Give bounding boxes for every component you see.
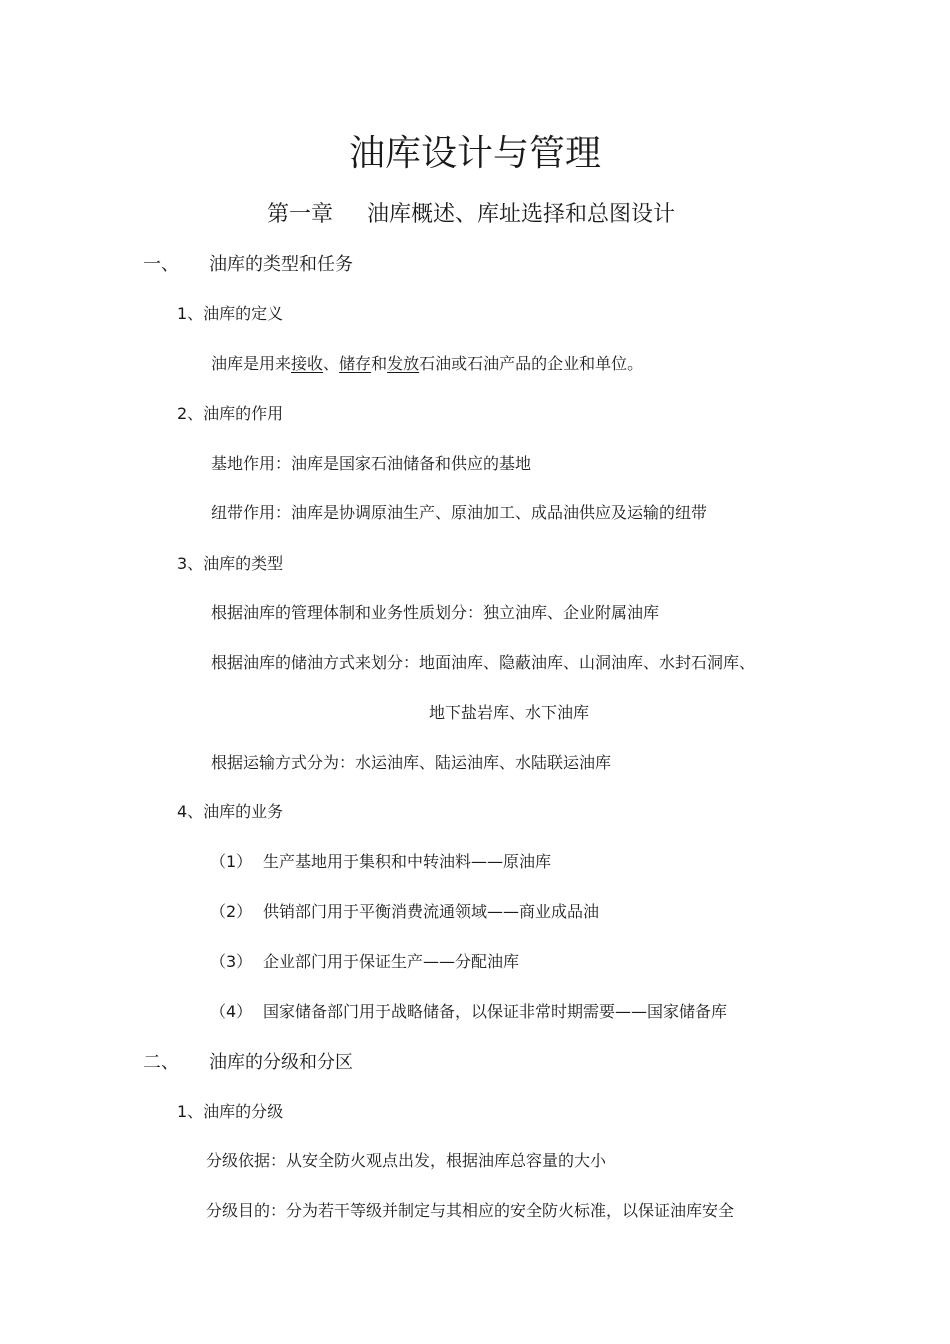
item-marker: （2） [210,902,253,921]
chapter-heading [267,200,675,230]
business-item [210,851,551,873]
subheading-function: 2、油库的作用 [177,404,284,423]
function-link-text: 纽带作用：油库是协调原油生产、原油加工、成品油供应及运输的纽带 [211,503,708,522]
item-marker: （4） [210,1002,253,1021]
grading-purpose-text: 分级目的：分为若干等级并制定与其相应的安全防火标准，以保证油库安全 [206,1201,735,1220]
chapter-number: 第一章 [267,202,334,227]
definition-text [211,353,643,375]
subheading-definition: 1、油库的定义 [177,304,284,323]
item-marker: （1） [210,852,253,871]
section-title: 油库的类型和任务 [209,254,353,275]
business-item [210,901,599,923]
item-text: 企业部门用于保证生产——分配油库 [263,952,520,971]
type-storage-text-cont: 地下盐岩库、水下油库 [429,703,590,722]
function-base-text: 基地作用：油库是国家石油储备和供应的基地 [211,454,532,473]
underlined-term: 储存 [339,354,372,373]
business-item [210,1001,727,1023]
underlined-term: 发放 [387,354,420,373]
section-number: 二、 [143,1052,179,1073]
text-run: 油库是用来 [211,354,292,373]
business-item [210,951,519,973]
underlined-term: 接收 [291,354,324,373]
section-title: 油库的分级和分区 [209,1052,353,1073]
item-text: 生产基地用于集积和中转油料——原油库 [263,852,552,871]
type-transport-text: 根据运输方式分为：水运油库、陆运油库、水陆联运油库 [211,753,612,772]
type-storage-text: 根据油库的储油方式来划分：地面油库、隐蔽油库、山洞油库、水封石洞库、 [211,653,756,672]
document-title: 油库设计与管理 [348,133,601,174]
text-run: 石油或石油产品的企业和单位。 [419,354,644,373]
text-run: 和 [371,354,388,373]
subheading-business: 4、油库的业务 [177,802,284,821]
section-heading-2 [143,1050,353,1076]
section-number: 一、 [143,254,179,275]
section-heading-1 [143,252,353,278]
chapter-title: 油库概述、库址选择和总图设计 [367,202,676,227]
type-management-text: 根据油库的管理体制和业务性质划分：独立油库、企业附属油库 [211,603,660,622]
item-text: 国家储备部门用于战略储备，以保证非常时期需要——国家储备库 [263,1002,728,1021]
item-marker: （3） [210,952,253,971]
subheading-types: 3、油库的类型 [177,554,284,573]
grading-basis-text: 分级依据：从安全防火观点出发，根据油库总容量的大小 [206,1151,607,1170]
subheading-grading: 1、油库的分级 [177,1102,284,1121]
text-run: 、 [323,354,340,373]
item-text: 供销部门用于平衡消费流通领域——商业成品油 [263,902,600,921]
